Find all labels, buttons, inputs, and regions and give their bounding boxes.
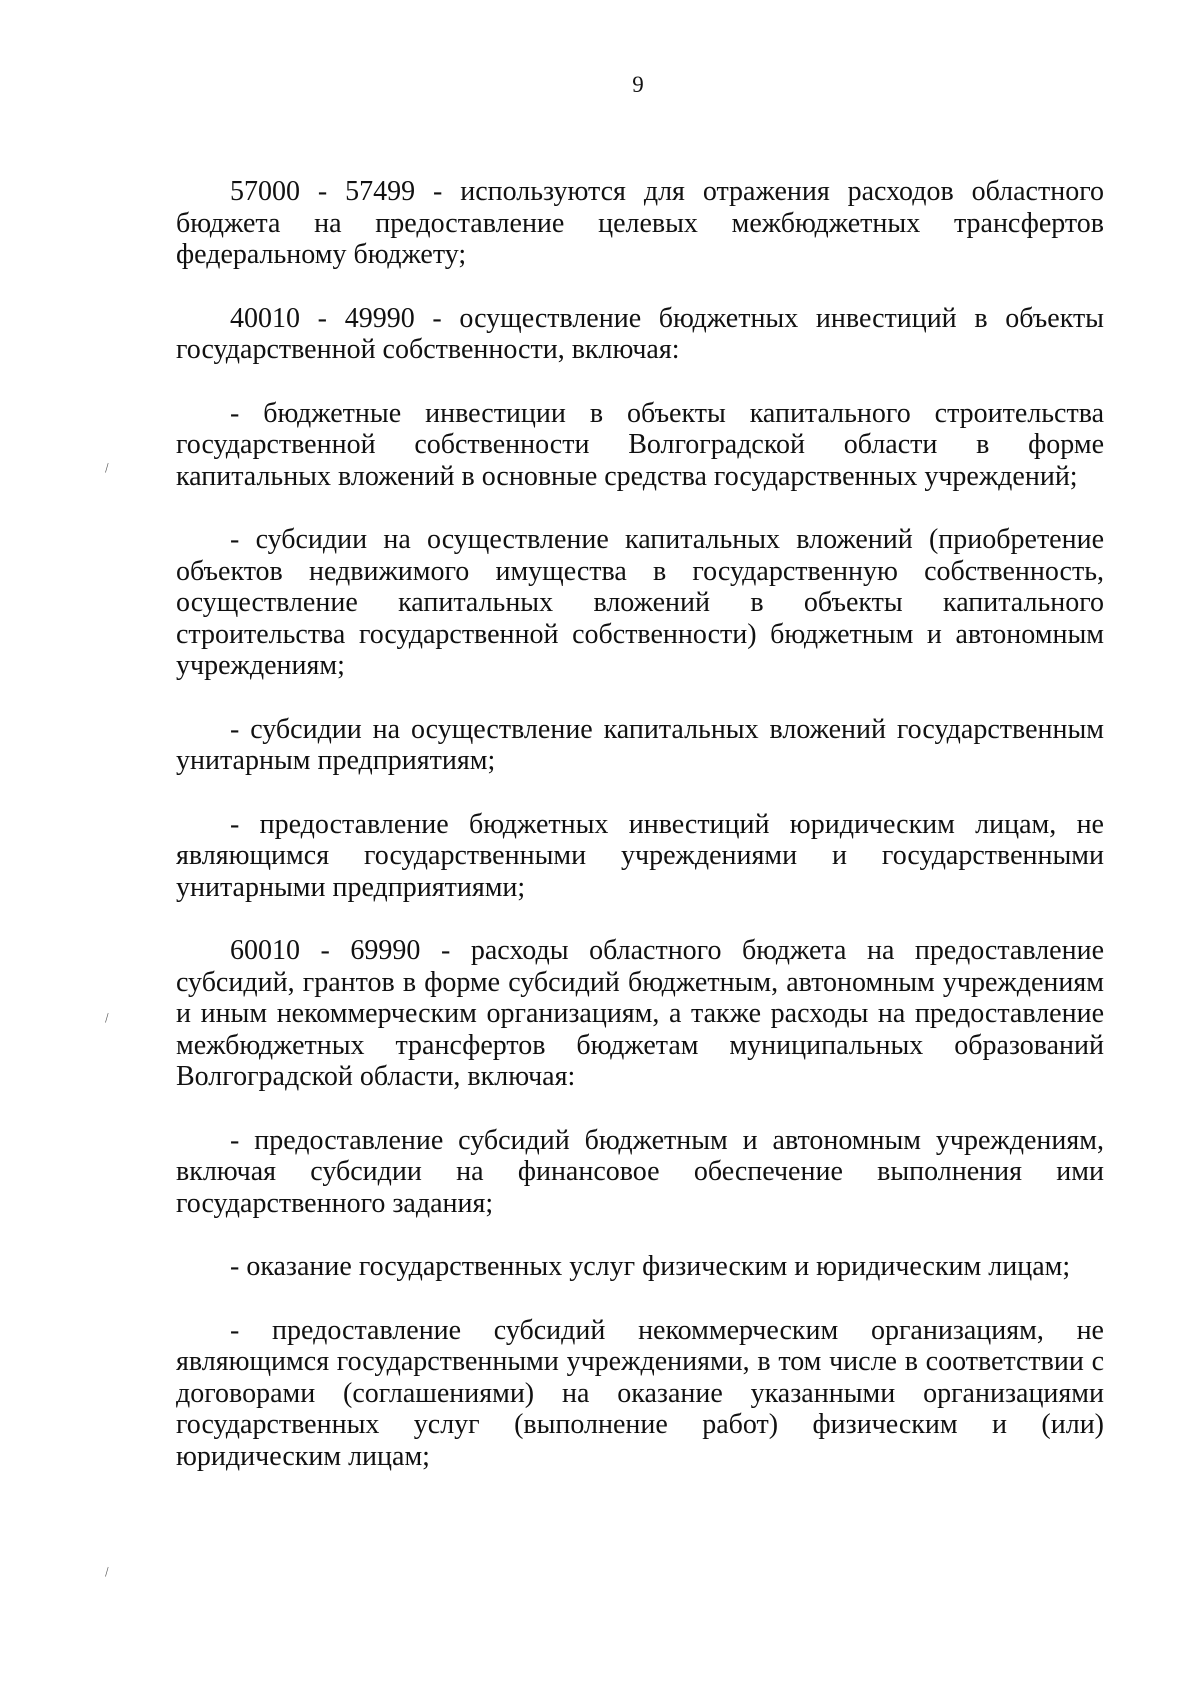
list-item-budget-institution-subsidies: - предоставление субсидий бюджетным и автономным учреждениям, включая субсидии на финансовое обеспечение выполнения ими государственного задания; [176,1124,1104,1219]
list-item-unitary-enterprises: - субсидии на осуществление капитальных вложений государственным унитарным предприятиям; [176,713,1104,776]
scan-artifact-mark: \ [100,461,113,476]
list-item-nonprofit-subsidies: - предоставление субсидий некоммерческим организациям, не являющимся государственными учреждениями, в том числе в соответствии с договорами (соглашениями) на оказание указанными организациями государственных услуг (выполнение работ) физическим и (или) юридическим лицам; [176,1314,1104,1472]
list-item-legal-entities-investments: - предоставление бюджетных инвестиций юридическим лицам, не являющимся государственными учреждениями и государственными унитарными предприятиями; [176,808,1104,903]
paragraph-codes-57000: 57000 - 57499 - используются для отражения расходов областного бюджета на предоставление целевых межбюджетных трансфертов федеральному бюджету; [176,176,1104,270]
list-item-public-services: - оказание государственных услуг физическим и юридическим лицам; [230,1251,1071,1282]
paragraph-codes-40010: 40010 - 49990 - осуществление бюджетных инвестиций в объекты государственной собственности, включая: [176,302,1104,365]
list-item-capital-investment-subsidies: - субсидии на осуществление капитальных вложений (приобретение объектов недвижимого имущества в государственную собственность, осуществление капитальных вложений в объекты капитального строительства государственной собственности) бюджетным и автономным учреждениям; [176,524,1104,681]
paragraph-codes-60010: 60010 - 69990 - расходы областного бюджета на предоставление субсидий, грантов в форме субсидий бюджетным, автономным учреждениям и иным некоммерческим организациям, а также расходы на предоставление межбюджетных трансфертов бюджетам муниципальных образований Волгоградской области, включая: [176,935,1104,1092]
document-body [176,176,1104,1472]
list-item-capital-construction: - бюджетные инвестиции в объекты капитального строительства государственной собственности Волгоградской области в форме капитальных вложений в основные средства государственных учреждений; [176,397,1104,492]
scan-artifact-mark: \ [100,1011,113,1026]
page-number: 9 [632,72,644,97]
scan-artifact-mark: \ [100,1565,113,1580]
